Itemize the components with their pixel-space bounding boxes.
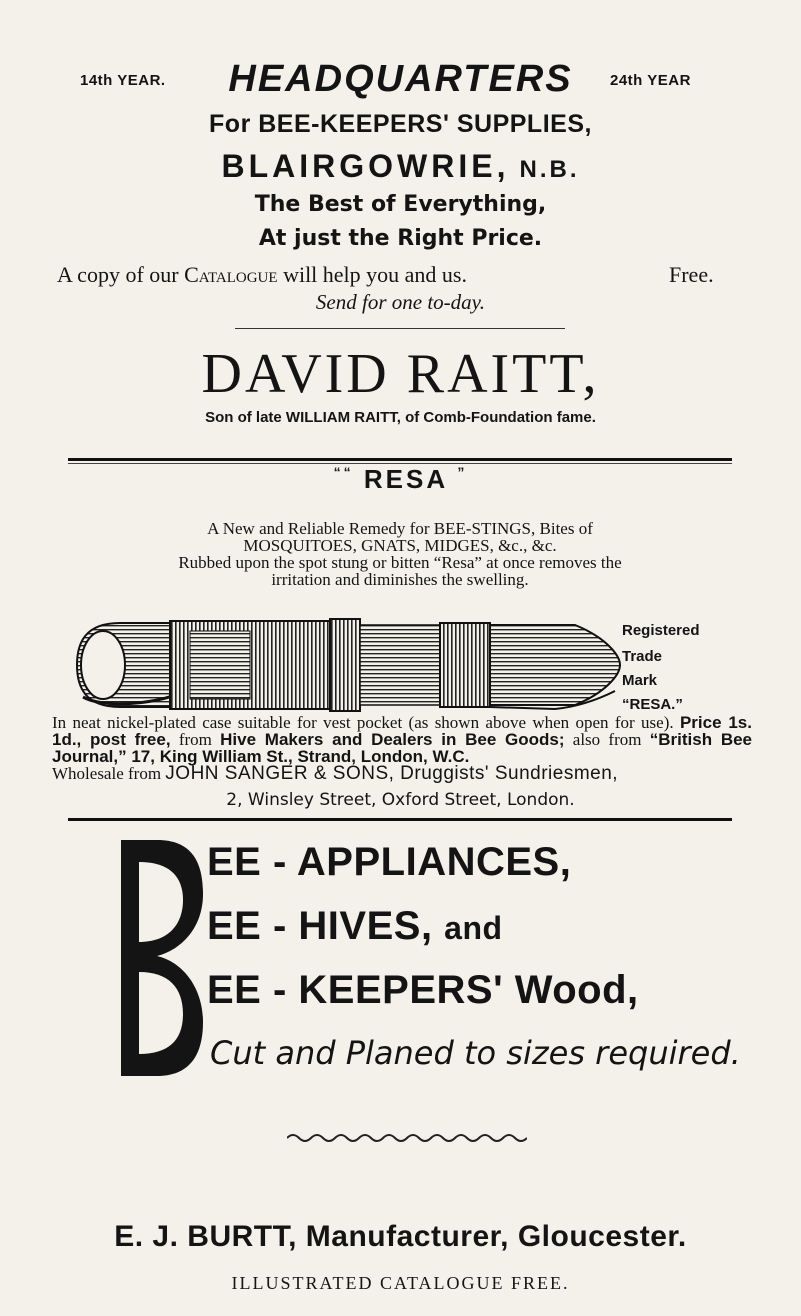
neat-text-b: from	[170, 730, 221, 749]
open-quote: ““	[333, 464, 354, 480]
drop-cap-b	[117, 832, 207, 1082]
divider-rule-2	[68, 818, 732, 821]
year-left: 14th YEAR.	[80, 72, 166, 89]
copy-part-b: will help you and us.	[277, 262, 467, 287]
journal-address: 17, King William St., Strand, London, W.C.	[126, 747, 470, 766]
catalogue-line	[57, 262, 467, 288]
bee-appliances: EE - APPLIANCES,	[207, 840, 572, 884]
catalogue-free-line: ILLUSTRATED CATALOGUE FREE.	[231, 1273, 570, 1293]
bee-keepers-wood: EE - KEEPERS' Wood,	[207, 968, 639, 1012]
ornament-squiggle	[287, 1132, 527, 1144]
headquarters-heading: HEADQUARTERS	[228, 58, 573, 100]
resa-line-2: MOSQUITOES, GNATS, MIDGES, &c., &c.	[243, 536, 557, 555]
wholesaler-address: 2, Winsley Street, Oxford Street, London.	[226, 790, 575, 810]
year-right: 24th YEAR	[610, 72, 691, 89]
lineage-line: Son of late WILLIAM RAITT, of Comb-Foundation fame.	[205, 409, 596, 426]
mark-label: Mark	[622, 672, 658, 689]
copy-part-a: A copy of our	[57, 262, 185, 287]
price-text: Price 1s. 1d., post free,	[52, 713, 752, 749]
resa-description	[55, 520, 745, 588]
supplies-line: For BEE-KEEPERS' SUPPLIES,	[209, 110, 592, 138]
town-line	[0, 148, 801, 185]
resa-word: RESA	[363, 464, 448, 494]
dealers-text: Hive Makers and Dealers in Bee Goods;	[220, 730, 565, 749]
neat-text-c: also from	[564, 730, 650, 749]
catalogue-word: Catalogue	[184, 262, 278, 287]
registered-label: Registered	[622, 622, 700, 639]
trade-label: Trade	[622, 648, 663, 665]
journal-text: “British Bee Journal,”	[52, 730, 753, 766]
divider-rule-1	[68, 458, 732, 461]
drop-cap-letter: B	[158, 964, 166, 975]
resa-line-1: A New and Reliable Remedy for BEE-STINGS, Bites of	[207, 519, 593, 538]
resa-tin-illustration	[75, 617, 625, 713]
advertiser-name: DAVID RAITT,	[201, 343, 600, 405]
free-word: Free.	[669, 262, 714, 287]
resa-line-4: irritation and diminishes the swelling.	[271, 570, 529, 589]
bee-hives	[207, 904, 503, 949]
town-name: BLAIRGOWRIE,	[221, 148, 510, 184]
resa-purchase-info	[52, 714, 752, 782]
close-quote: ”	[457, 464, 468, 480]
cut-line: Cut and Planed to sizes required.	[210, 1034, 741, 1072]
and-word: and	[444, 910, 503, 946]
bee-hives-text: EE - HIVES,	[207, 904, 445, 948]
best-line: The Best of Everything,	[254, 192, 547, 217]
town-region: N.B.	[519, 156, 580, 183]
resa-mark-label: “RESA.”	[622, 696, 683, 713]
neat-text-a: In neat nickel-plated case suitable for vest pocket (as shown above when open for use).	[52, 713, 680, 732]
resa-line-3: Rubbed upon the spot stung or bitten “Resa” at once removes the	[178, 553, 622, 572]
manufacturer-line: E. J. BURTT, Manufacturer, Gloucester.	[114, 1220, 687, 1253]
short-rule	[235, 328, 565, 329]
send-line: Send for one to-day.	[315, 290, 486, 314]
wholesaler-name: JOHN SANGER & SONS, Druggists' Sundriesmen,	[165, 763, 619, 784]
resa-title	[0, 464, 801, 495]
wholesale-text: Wholesale from	[52, 764, 166, 783]
price-line: At just the Right Price.	[258, 226, 543, 251]
